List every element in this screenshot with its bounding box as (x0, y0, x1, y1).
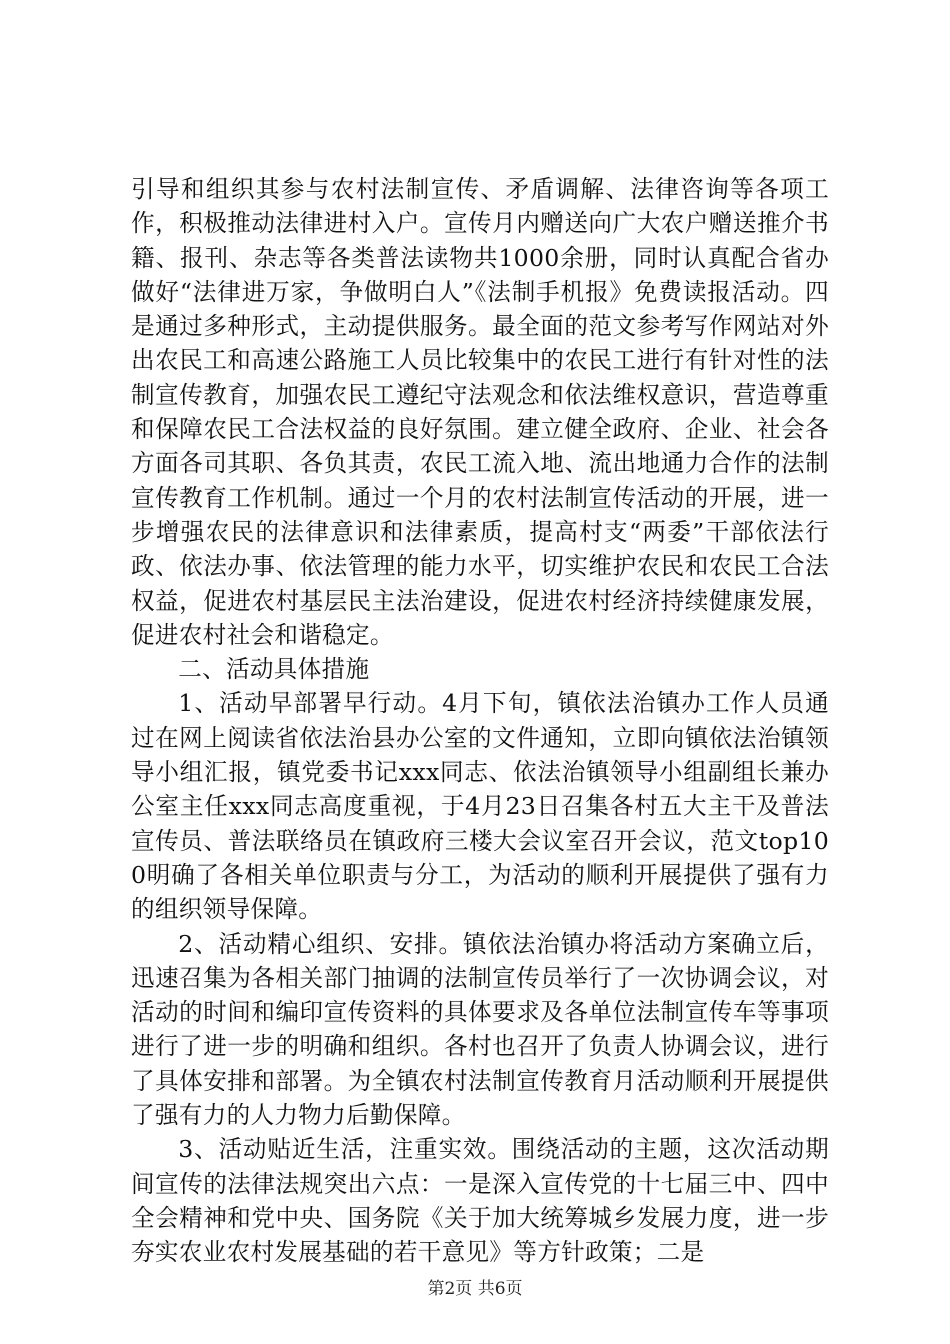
section-heading: 二、活动具体措施 (178, 655, 370, 684)
body-paragraph: 1、活动早部署早行动。4月下旬，镇依法治镇办工作人员通过在网上阅读省依法治县办公室的文件通知，立即向镇依法治镇领导小组汇报，镇党委书记xxx同志、依法治镇领导小组副组长兼办公室主任xxx同志高度重视，于4月23日召集各村五大主干及普法宣传员、普法联络员在镇政府三楼大会议室召开会议，范文top100明确了各相关单位职责与分工，为活动的顺利开展提供了强有力的组织领导保障。 (131, 689, 829, 924)
body-paragraph: 2、活动精心组织、安排。镇依法治镇办将活动方案确立后，迅速召集为各相关部门抽调的法制宣传员举行了一次协调会议，对活动的时间和编印宣传资料的具体要求及各单位法制宣传车等事项进行了进一步的明确和组织。各村也召开了负责人协调会议，进行了具体安排和部署。为全镇农村法制宣传教育月活动顺利开展提供了强有力的人力物力后勤保障。 (131, 929, 829, 1130)
body-paragraph: 3、活动贴近生活，注重实效。围绕活动的主题，这次活动期间宣传的法律法规突出六点：一是深入宣传党的十七届三中、四中全会精神和党中央、国务院《关于加大统筹城乡发展力度，进一步夯实农业农村发展基础的若干意见》等方针政策；二是 (131, 1135, 829, 1267)
body-paragraph: 引导和组织其参与农村法制宣传、矛盾调解、法律咨询等各项工作，积极推动法律进村入户。宣传月内赠送向广大农户赠送推介书籍、报刊、杂志等各类普法读物共1000余册，同时认真配合省办做好“法律进万家，争做明白人”《法制手机报》免费读报活动。四是通过多种形式，主动提供服务。最全面的范文参考写作网站对外出农民工和高速公路施工人员比较集中的农民工进行有针对性的法制宣传教育，加强农民工遵纪守法观念和依法维权意识，营造尊重和保障农民工合法权益的良好氛围。建立健全政府、企业、社会各方面各司其职、各负其责，农民工流入地、流出地通力合作的法制宣传教育工作机制。通过一个月的农村法制宣传活动的开展，进一步增强农民的法律意识和法律素质，提高村支“两委”干部依法行政、依法办事、依法管理的能力水平，切实维护农民和农民工合法权益，促进农村基层民主法治建设，促进农村经济持续健康发展，促进农村社会和谐稳定。 (131, 175, 829, 649)
document-body (131, 172, 829, 1270)
page-footer: 第2页 共6页 (427, 1279, 523, 1299)
